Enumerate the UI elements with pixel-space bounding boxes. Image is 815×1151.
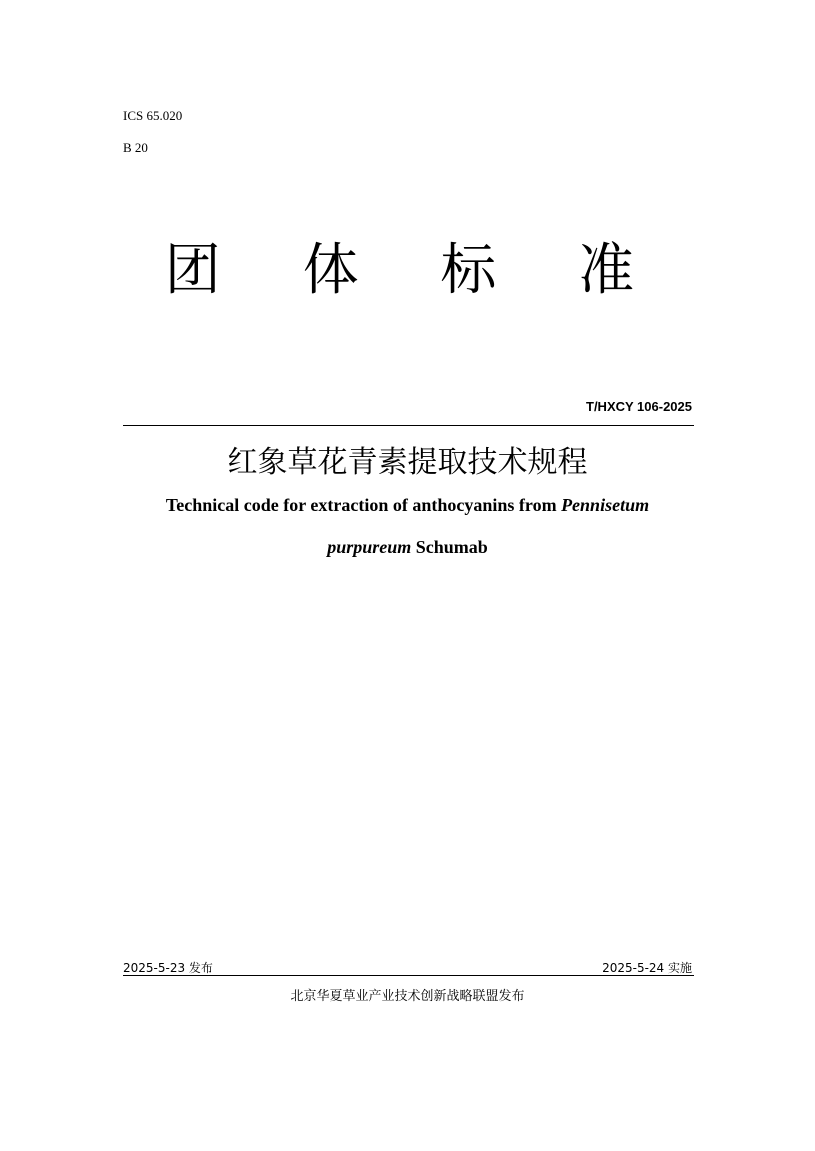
title-english-genus: Pennisetum	[561, 495, 650, 515]
ccs-code: B 20	[123, 140, 148, 155]
title-english-line-2	[0, 536, 815, 558]
issue-date: 2025-5-23 发布	[123, 961, 213, 975]
title-english-species: purpureum	[327, 537, 412, 557]
footer-divider	[123, 975, 694, 976]
implementation-date: 2025-5-24 实施	[602, 961, 692, 975]
title-english-line-1	[0, 494, 815, 516]
title-chinese: 红象草花青素提取技术规程	[227, 445, 588, 480]
header-divider	[123, 425, 694, 426]
document-type-heading: 团 体 标 准	[164, 238, 667, 303]
standard-number: T/HXCY 106-2025	[586, 399, 692, 414]
title-english-text: Technical code for extraction of anthocyanins from	[165, 495, 562, 515]
publisher: 北京华夏草业产业技术创新战略联盟发布	[290, 989, 525, 1004]
ics-code: ICS 65.020	[123, 108, 183, 123]
title-english-author: Schumab	[411, 537, 488, 557]
